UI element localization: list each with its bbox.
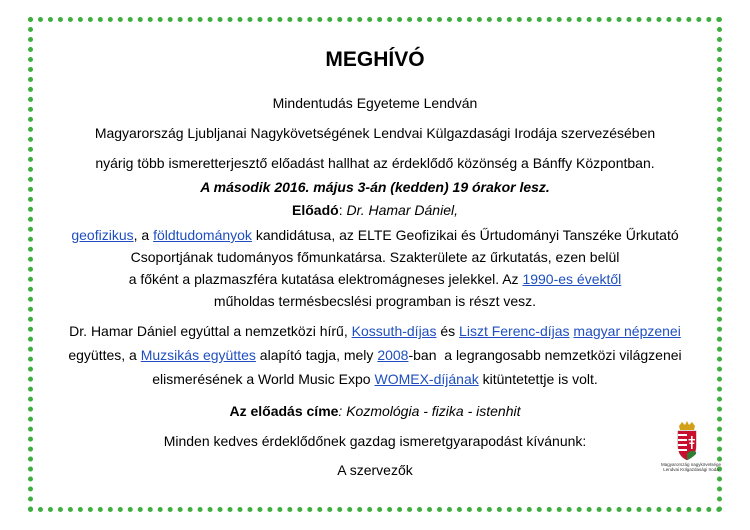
link-magyar-nepzenei[interactable]: magyar népzenei bbox=[573, 323, 681, 339]
speaker-label: Előadó bbox=[292, 202, 339, 218]
wish-line: Minden kedves érdeklődőnek gazdag ismeretgyarapodást kívánunk: bbox=[163, 433, 587, 449]
band-l3-pre: elismerésének a World Music Expo bbox=[152, 371, 375, 387]
speaker-line: Előadó: Dr. Hamar Dániel, bbox=[292, 202, 458, 218]
link-womex-dijanak[interactable]: WOMEX-díjának bbox=[374, 371, 479, 387]
band-pre: Dr. Hamar Dániel egyúttal a nemzetközi hírű, bbox=[69, 323, 352, 339]
intro-line-2: nyárig több ismeretterjesztő előadást hallhat az érdeklődő közönség a Bánffy Központban. bbox=[95, 155, 655, 171]
link-liszt-ferenc-dijas[interactable]: Liszt Ferenc-díjas bbox=[459, 323, 570, 339]
link-muzsikas-egyuttes[interactable]: Muzsikás együttes bbox=[140, 347, 256, 363]
emblem-caption-line-2: Lendvai Külgazdasági Iroda bbox=[663, 467, 719, 472]
band-line-2 bbox=[40, 346, 710, 364]
date-line: A második 2016. május 3-án (kedden) 19 órakor lesz. bbox=[200, 179, 550, 195]
link-geofizikus[interactable]: geofizikus bbox=[71, 227, 134, 243]
band-l2-mid: alapító tagja, mely bbox=[255, 347, 378, 363]
band-line-3 bbox=[40, 370, 710, 388]
band-l3-post: kitüntetettje is volt. bbox=[478, 371, 598, 387]
page-title: MEGHÍVÓ bbox=[325, 48, 425, 71]
bio-line-3 bbox=[40, 270, 710, 288]
link-kossuth-dijas[interactable]: Kossuth-díjas bbox=[351, 323, 437, 339]
lecture-label: Az előadás címe bbox=[229, 403, 339, 419]
link-2008[interactable]: 2008 bbox=[377, 347, 409, 363]
bio-rest: kandidátusa, az ELTE Geofizikai és Űrtudományi Tanszéke Űrkutató bbox=[251, 227, 679, 243]
emblem-caption-line-1: Magyarország nagykövetsége bbox=[660, 462, 722, 467]
bio-line3-text: a főként a plazmaszféra kutatása elektromágneses jelekkel. Az bbox=[128, 271, 523, 287]
bio-line-2: Csoportjának tudományos főmunkatársa. Szakterülete az űrkutatás, ezen belül bbox=[130, 249, 620, 265]
bio-sep: , a bbox=[133, 227, 154, 243]
band-line-1 bbox=[40, 322, 710, 340]
signature: A szervezők bbox=[337, 462, 413, 478]
intro-line-1: Magyarország Ljubljanai Nagykövetségének Lendvai Külgazdasági Irodája szervezésében bbox=[94, 125, 656, 141]
band-l2-post: -ban a legrangosabb nemzetközi világzenei bbox=[408, 347, 682, 363]
lecture-title: : Kozmológia - fizika - istenhit bbox=[338, 403, 521, 419]
band-and: és bbox=[436, 323, 460, 339]
link-1990-evektol[interactable]: 1990-es évektől bbox=[522, 271, 622, 287]
speaker-name: Dr. Hamar Dániel, bbox=[346, 202, 458, 218]
bio-line-1 bbox=[40, 226, 710, 244]
bio-line-4: műholdas termésbecslési programban is részt vesz. bbox=[213, 293, 537, 309]
band-l2-pre: együttes, a bbox=[68, 347, 141, 363]
hungarian-coat-of-arms-icon bbox=[652, 418, 722, 488]
link-foldtudomanyok[interactable]: földtudományok bbox=[153, 227, 252, 243]
subtitle: Mindentudás Egyeteme Lendván bbox=[272, 95, 478, 111]
emblem-caption bbox=[656, 462, 726, 472]
lecture-title-line bbox=[40, 402, 710, 420]
